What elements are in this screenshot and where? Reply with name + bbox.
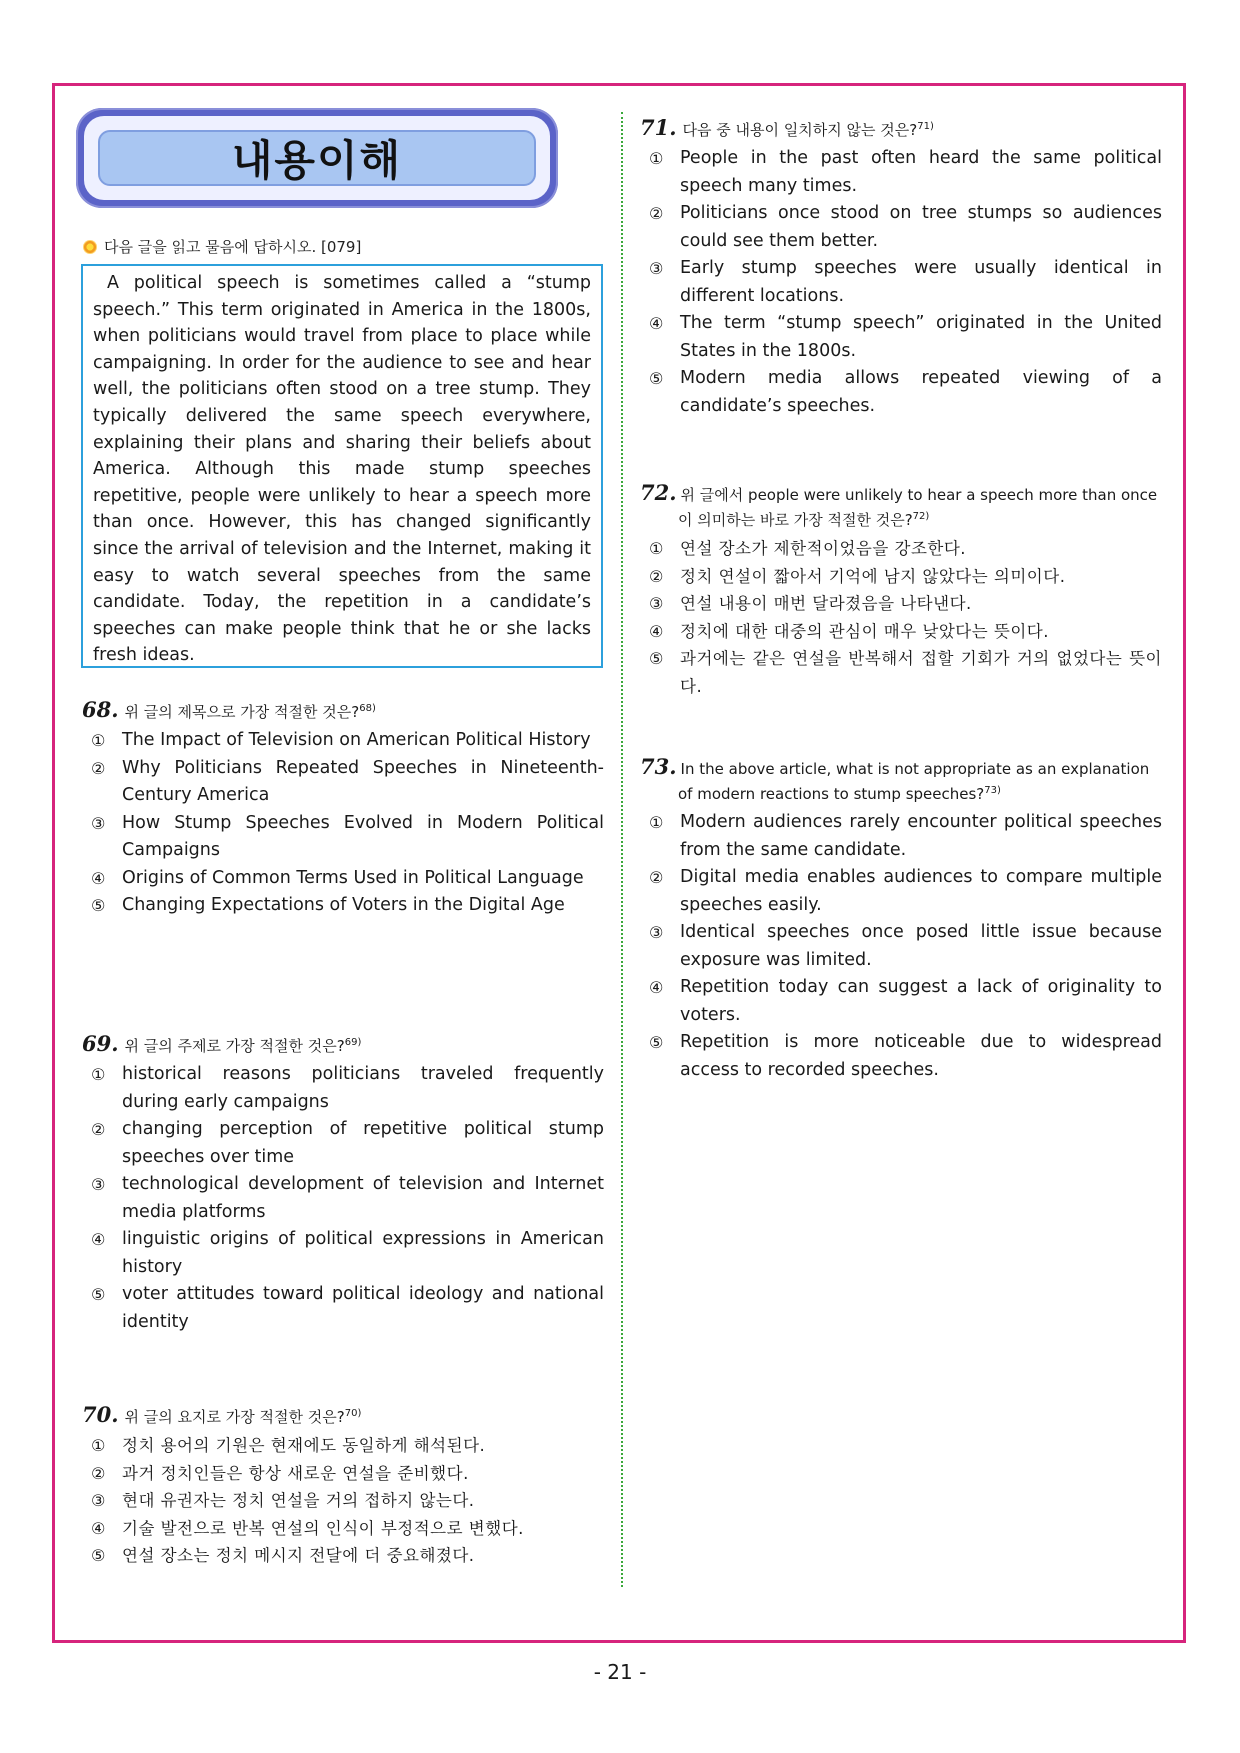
option-5[interactable]: ⑤ 과거에는 같은 연설을 반복해서 접할 기회가 거의 없었다는 뜻이다.: [649, 649, 1162, 696]
option-2[interactable]: ② changing perception of repetitive political stump speeches over time: [91, 1119, 604, 1167]
question-number: 73.: [640, 754, 677, 779]
options-list: [640, 535, 1162, 700]
question-72: [640, 482, 1162, 700]
option-4[interactable]: ④ Origins of Common Terms Used in Political Language: [91, 867, 584, 888]
option-4[interactable]: ④ linguistic origins of political expressions in American history: [91, 1229, 604, 1277]
option-3[interactable]: ③ 연설 내용이 매번 달라졌음을 나타낸다.: [649, 594, 972, 613]
question-73: [640, 756, 1162, 1084]
question-70: [82, 1403, 604, 1570]
options-list: [82, 727, 604, 920]
question-number: 72.: [640, 480, 677, 505]
question-text: 위 글의 제목으로 가장 적절한 것은?$^{68)}$: [124, 703, 376, 721]
option-3[interactable]: ③ How Stump Speeches Evolved in Modern Political Campaigns: [91, 812, 604, 860]
option-4[interactable]: ④ 기술 발전으로 반복 연설의 인식이 부정적으로 변했다.: [91, 1518, 524, 1538]
options-list: [640, 809, 1162, 1084]
option-2[interactable]: ② 과거 정치인들은 항상 새로운 연설을 준비했다.: [91, 1463, 469, 1483]
question-number: 68.: [82, 697, 119, 722]
question-number: 71.: [640, 115, 677, 140]
option-5[interactable]: ⑤ Repetition is more noticeable due to widespread access to recorded speeches.: [649, 1032, 1162, 1080]
option-3[interactable]: ③ Identical speeches once posed little issue because exposure was limited.: [649, 922, 1162, 970]
question-text: In the above article, what is not appropriate as an explanation of modern reactions to stump speeches?$^{73)}$: [678, 760, 1150, 803]
flower-icon: [82, 239, 98, 255]
options-list: [82, 1432, 604, 1570]
option-2[interactable]: ② Digital media enables audiences to compare multiple speeches easily.: [649, 867, 1162, 915]
question-71: [640, 116, 1162, 420]
option-4[interactable]: ④ Repetition today can suggest a lack of originality to voters.: [649, 977, 1162, 1025]
option-1[interactable]: ① The Impact of Television on American Political History: [91, 730, 591, 750]
question-text: 다음 중 내용이 일치하지 않는 것은?$^{71)}$: [682, 121, 934, 139]
option-5[interactable]: ⑤ Changing Expectations of Voters in the Digital Age: [91, 895, 565, 915]
option-5[interactable]: ⑤ 연설 장소는 정치 메시지 전달에 더 중요해졌다.: [91, 1546, 475, 1565]
option-2[interactable]: ② 정치 연설이 짧아서 기억에 남지 않았다는 의미이다.: [649, 566, 1066, 586]
options-list: [82, 1061, 604, 1336]
question-69: [82, 1032, 604, 1336]
option-4[interactable]: ④ The term “stump speech” originated in the United States in the 1800s.: [649, 313, 1162, 361]
option-1[interactable]: ① People in the past often heard the same political speech many times.: [649, 148, 1162, 196]
option-2[interactable]: ② Why Politicians Repeated Speeches in Nineteenth-Century America: [91, 757, 604, 805]
option-4[interactable]: ④ 정치에 대한 대중의 관심이 매우 낮았다는 뜻이다.: [649, 621, 1049, 641]
section-title: 내용이해: [231, 136, 403, 185]
option-1[interactable]: ① 연설 장소가 제한적이었음을 강조한다.: [649, 539, 967, 558]
instruction-text: 다음 글을 읽고 물음에 답하시오. [079]: [104, 238, 362, 256]
question-text: 위 글에서 people were unlikely to hear a speech more than once 이 의미하는 바로 가장 적절한 것은?$^{72)}$: [678, 486, 1158, 529]
question-number: 69.: [82, 1031, 119, 1056]
option-3[interactable]: ③ 현대 유권자는 정치 연설을 거의 접하지 않는다.: [91, 1491, 475, 1510]
question-number: 70.: [82, 1402, 119, 1427]
option-1[interactable]: ① 정치 용어의 기원은 현재에도 동일하게 해석된다.: [91, 1436, 486, 1455]
option-5[interactable]: ⑤ voter attitudes toward political ideology and national identity: [91, 1284, 604, 1332]
option-1[interactable]: ① Modern audiences rarely encounter political speeches from the same candidate.: [649, 812, 1162, 860]
option-1[interactable]: ① historical reasons politicians traveled frequently during early campaigns: [91, 1064, 604, 1112]
option-3[interactable]: ③ Early stump speeches were usually identical in different locations.: [649, 258, 1162, 306]
question-68: [82, 698, 604, 920]
option-3[interactable]: ③ technological development of television and Internet media platforms: [91, 1174, 604, 1222]
option-5[interactable]: ⑤ Modern media allows repeated viewing of a candidate’s speeches.: [649, 368, 1162, 416]
options-list: [640, 145, 1162, 420]
reading-passage: A political speech is sometimes called a “stump speech.” This term originated in America in the 1800s, when politicians would travel from place to place while campaigning. In order for the audience to see and hear well, the politicians often stood on a tree stump. They typically delivered the same speech everywhere, explaining their plans and sharing their beliefs about America. Although this made stump speeches repetitive, people were unlikely to hear a speech more than once. However, this has changed significantly since the arrival of television and the Internet, making it easy to watch several speeches from the same candidate. Today, the repetition in a candidate’s speeches can make people think that he or she lacks fresh ideas.: [81, 264, 603, 668]
page-number: - 21 -: [593, 1660, 647, 1684]
question-text: 위 글의 요지로 가장 적절한 것은?$^{70)}$: [124, 1408, 362, 1426]
question-text: 위 글의 주제로 가장 적절한 것은?$^{69)}$: [124, 1037, 362, 1055]
option-2[interactable]: ② Politicians once stood on tree stumps so audiences could see them better.: [649, 203, 1162, 251]
section-banner: [76, 108, 558, 208]
instruction: [82, 236, 361, 257]
column-divider: [621, 112, 623, 1587]
